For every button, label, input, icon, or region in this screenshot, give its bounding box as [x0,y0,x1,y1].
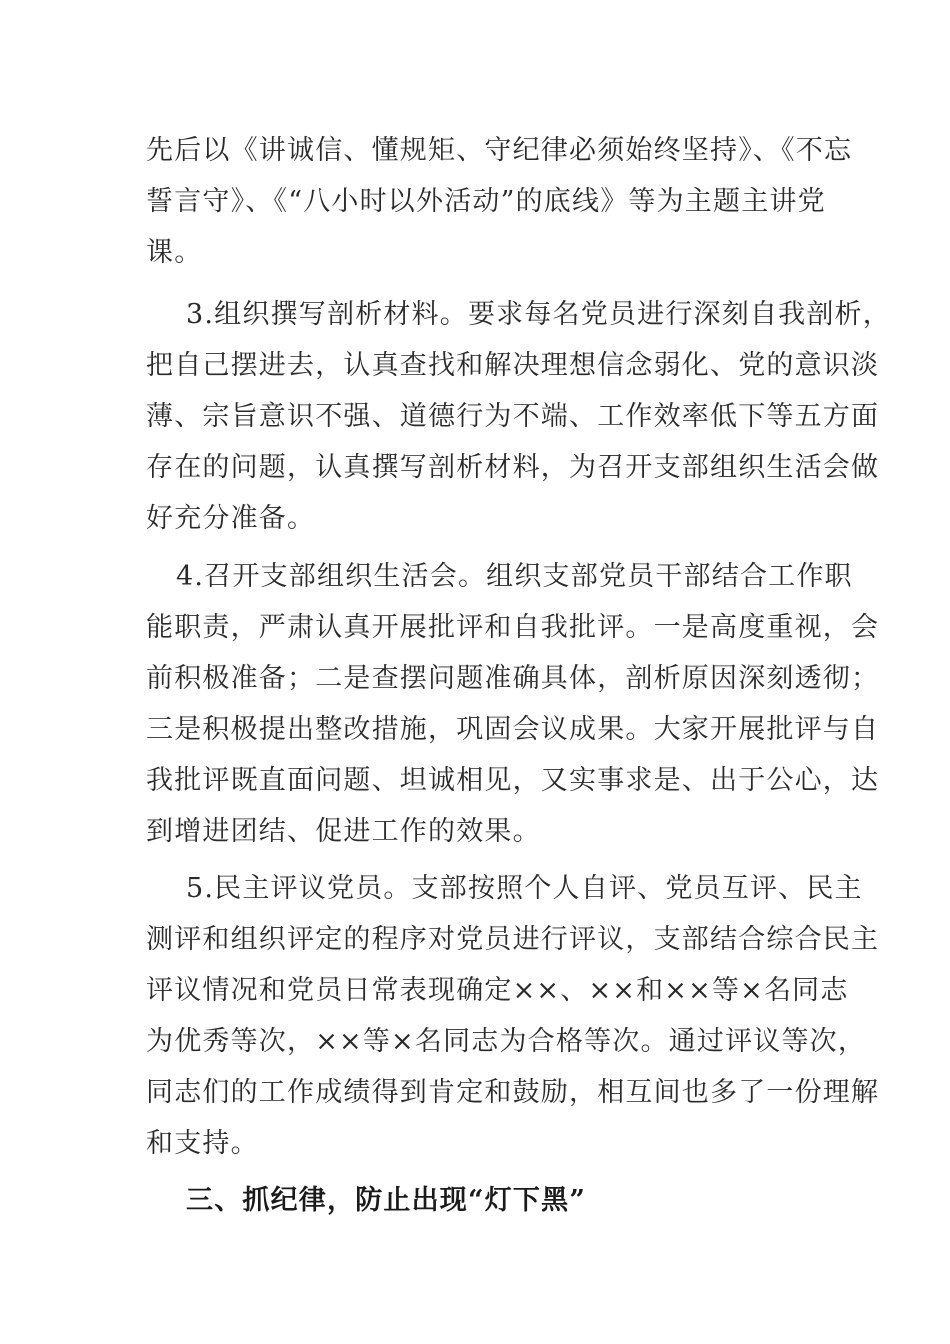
paragraph-5-first-line: 5.民主评议党员。支部按照个人自评、党员互评、民主 [186,873,863,904]
text-line: 好充分准备。 [146,503,316,534]
text-line: 同志们的工作成绩得到肯定和鼓励，相互间也多了一份理解 [146,1077,880,1108]
text-line: 存在的问题，认真撰写剖析材料，为召开支部组织生活会做 [146,452,880,483]
text-line: 课。 [146,237,203,268]
text-line: 到增进团结、促进工作的效果。 [146,816,541,847]
text-line: 把自己摆进去，认真查找和解决理想信念弱化、党的意识淡 [146,350,880,381]
text-line: 我批评既直面问题、坦诚相见，又实事求是、出于公心，达 [146,765,880,796]
text-line: 三是积极提出整改措施，巩固会议成果。大家开展批评与自 [146,714,880,745]
section-heading: 三、抓纪律，防止出现“灯下黑” [186,1185,587,1216]
text-line: 先后以《讲诚信、懂规矩、守纪律必须始终坚持》、《不忘 [146,135,853,166]
paragraph-4-first-line: 4.召开支部组织生活会。组织支部党员干部结合工作职 [176,561,853,592]
text-line: 前积极准备；二是查摆问题准确具体，剖析原因深刻透彻； [146,663,880,694]
text-line: 评议情况和党员日常表现确定××、××和××等×名同志 [146,975,849,1006]
text-line: 测评和组织评定的程序对党员进行评议，支部结合综合民主 [146,924,880,955]
paragraph-3-first-line: 3.组织撰写剖析材料。要求每名党员进行深刻自我剖析， [186,299,891,330]
text-line: 能职责，严肃认真开展批评和自我批评。一是高度重视，会 [146,612,880,643]
text-line: 和支持。 [146,1128,259,1159]
text-line: 誓言守》、《“八小时以外活动”的底线》等为主题主讲党 [146,186,826,217]
text-line: 为优秀等次，××等×名同志为合格等次。通过评议等次， [146,1026,867,1057]
text-line: 薄、宗旨意识不强、道德行为不端、工作效率低下等五方面 [146,401,880,432]
